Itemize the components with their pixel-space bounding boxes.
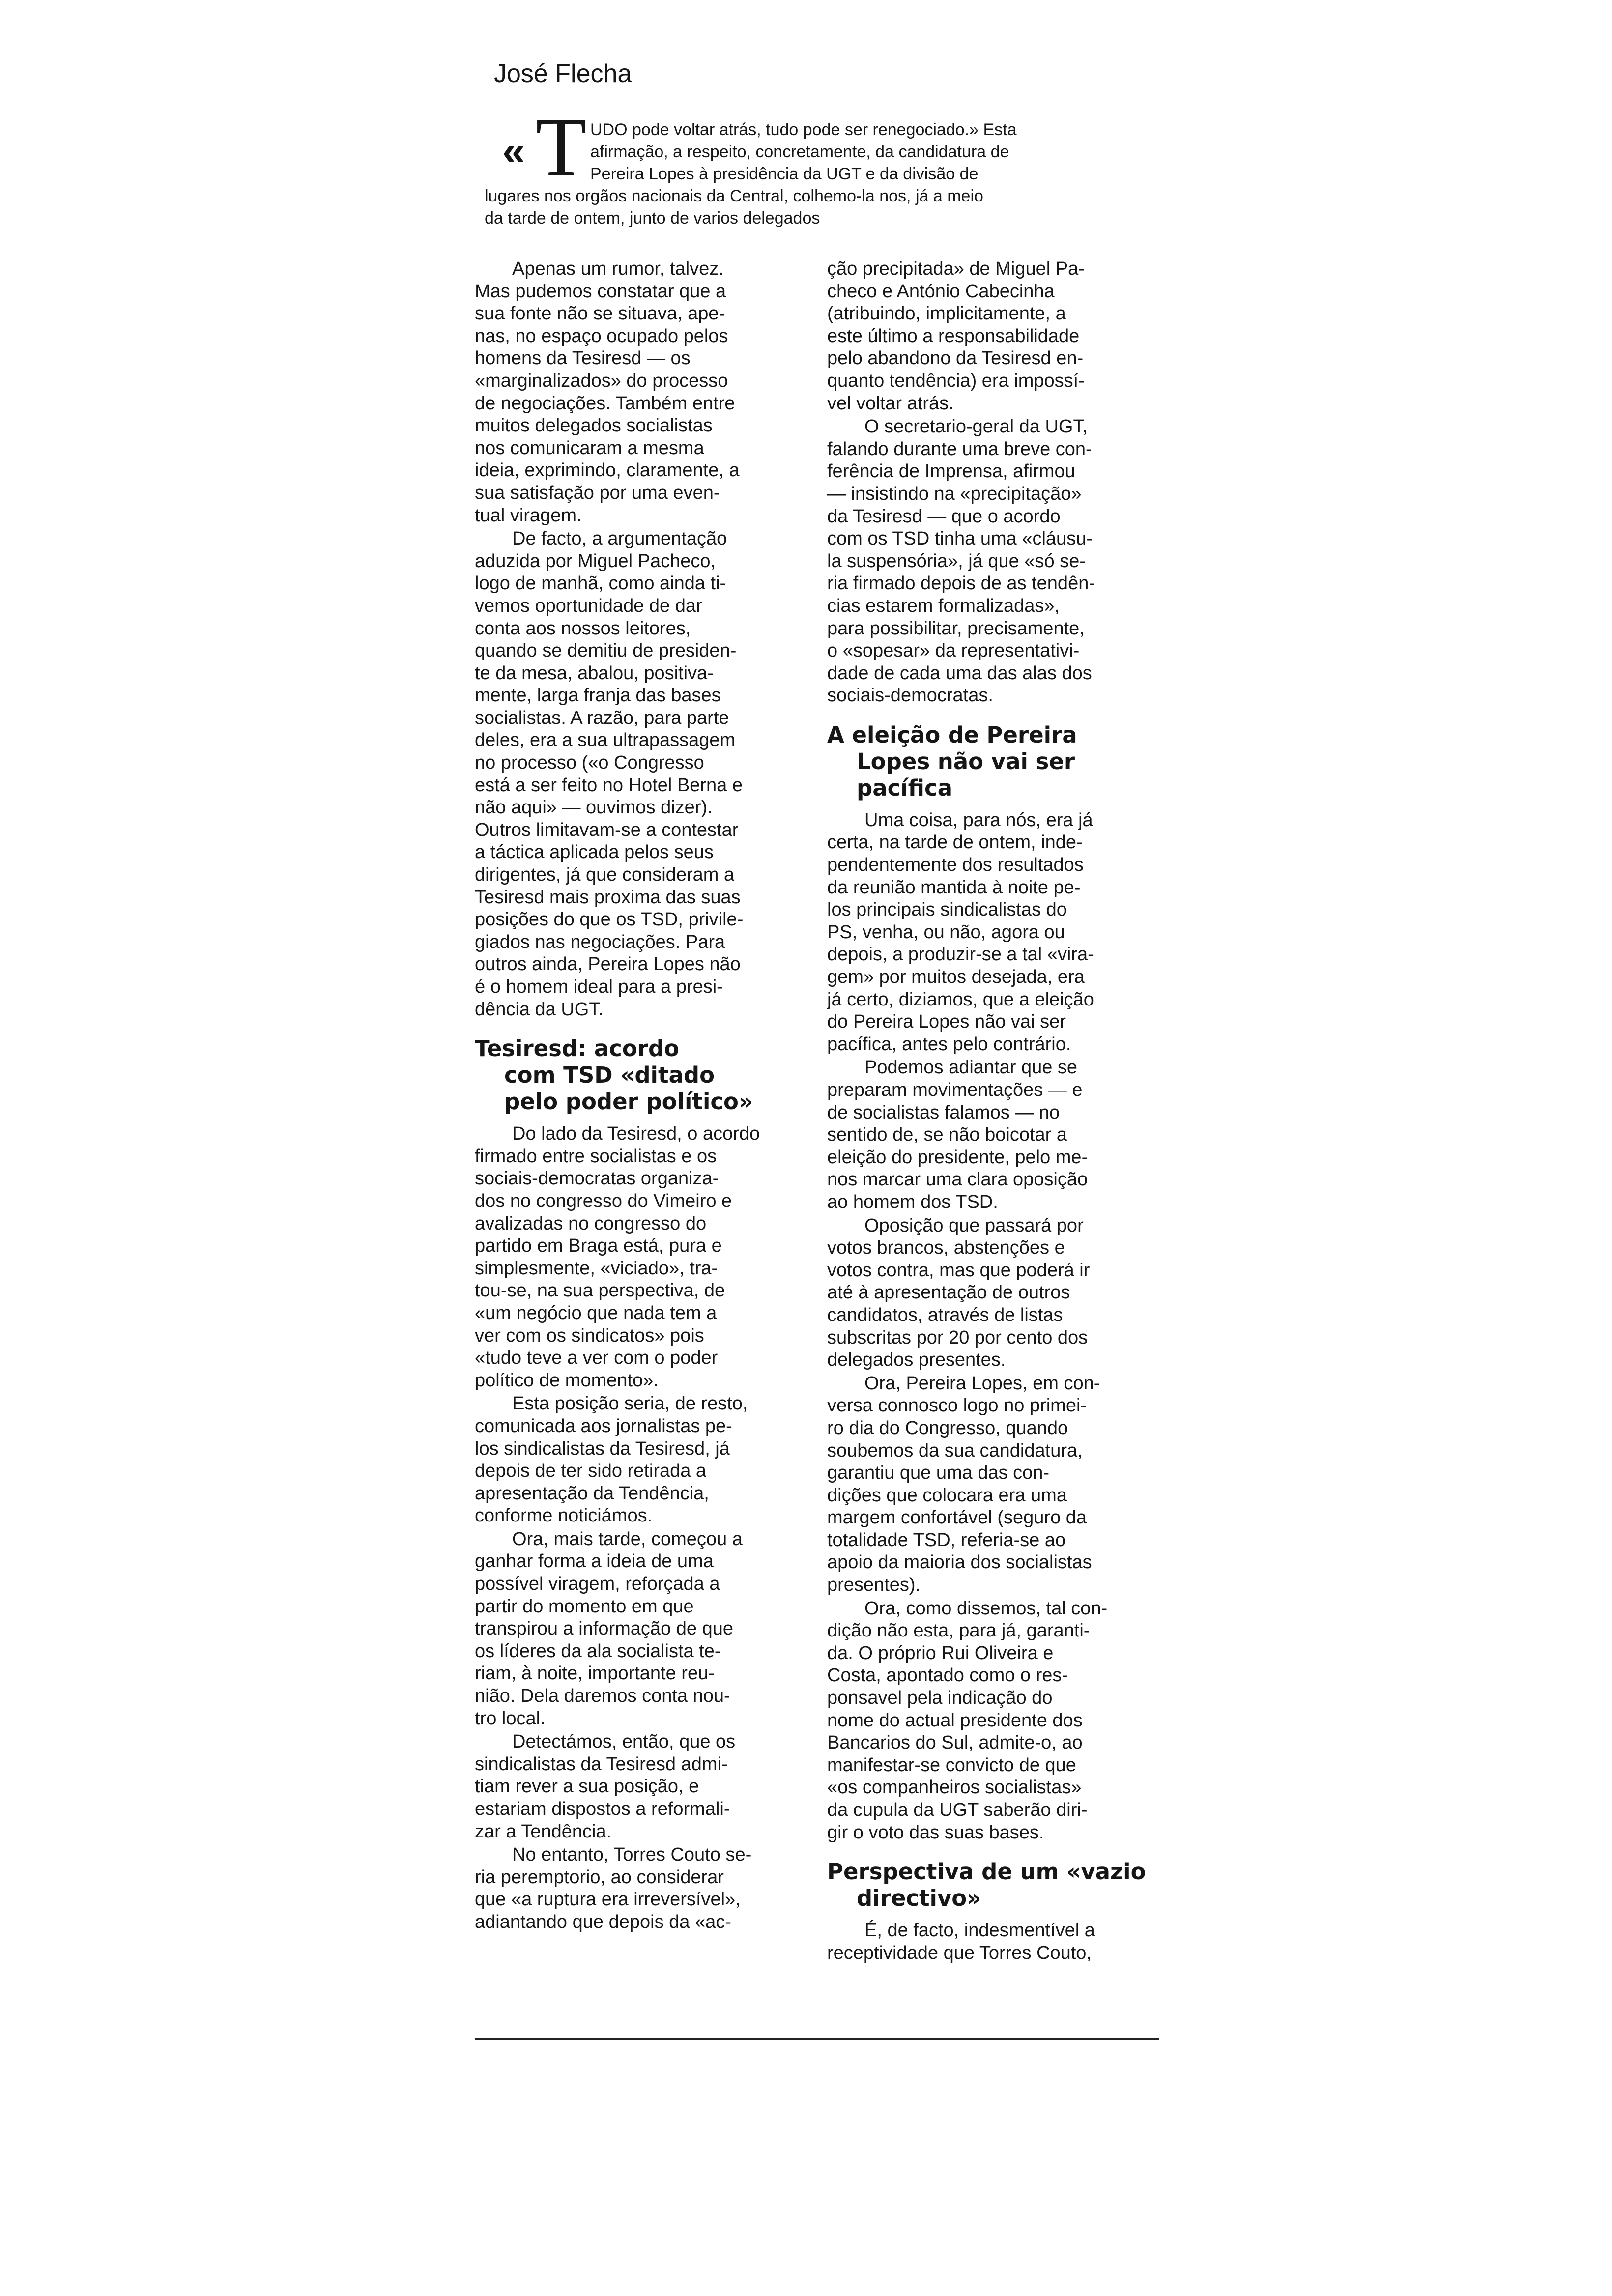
text-line: outros ainda, Pereira Lopes não (475, 954, 741, 975)
text-line: com os TSD tinha uma «cláusu- (827, 528, 1093, 549)
text-line: subscritas por 20 por cento dos (827, 1327, 1088, 1348)
text-line: é o homem ideal para a presi- (475, 976, 723, 997)
text-line: tou-se, na sua perspectiva, de (475, 1280, 725, 1301)
paragraph (827, 809, 1142, 1056)
text-line: sociais-democratas organiza- (475, 1168, 719, 1189)
text-line: dos no congresso do Vimeiro e (475, 1190, 732, 1211)
paragraph (475, 528, 789, 1021)
paragraph (475, 1731, 789, 1843)
text-line: soubemos da sua candidatura, (827, 1440, 1083, 1461)
text-line: sociais-democratas. (827, 685, 993, 706)
text-line: depois, a produzir-se a tal «vira- (827, 944, 1094, 965)
text-line: Ora, Pereira Lopes, em con- (864, 1373, 1100, 1394)
intro-paragraph (485, 119, 1136, 230)
text-line: margem confortável (seguro da (827, 1507, 1087, 1528)
heading-line: pelo poder político» (504, 1089, 753, 1115)
text-line: pendentemente dos resultados (827, 855, 1084, 876)
text-line: até à apresentação de outros (827, 1282, 1070, 1303)
text-line: delegados presentes. (827, 1349, 1006, 1371)
text-line: Podemos adiantar que se (864, 1057, 1078, 1078)
text-line: a táctica aplicada pelos seus (475, 842, 714, 863)
intro-line: UDO pode voltar atrás, tudo pode ser renegociado.» Esta (590, 120, 1017, 139)
text-line: riam, à noite, importante reu- (475, 1663, 715, 1684)
section-heading-vazio-directivo (827, 1859, 1146, 1912)
text-line: Mas pudemos constatar que a (475, 281, 726, 302)
paragraph (827, 1057, 1142, 1213)
text-line: pacífica, antes pelo contrário. (827, 1033, 1071, 1055)
text-line: pelo abandono da Tesiresd en- (827, 348, 1084, 369)
text-line: «os companheiros socialistas» (827, 1777, 1082, 1798)
text-line: garantiu que uma das con- (827, 1463, 1050, 1484)
text-line: cias estarem formalizadas», (827, 595, 1060, 616)
text-line: ferência de Imprensa, afirmou (827, 461, 1075, 482)
text-line: certa, na tarde de ontem, inde- (827, 832, 1083, 853)
text-line: partir do momento em que (475, 1596, 694, 1617)
text-line: adiantando que depois da «ac- (475, 1911, 731, 1932)
text-line: sindicalistas da Tesiresd admi- (475, 1753, 728, 1775)
text-line: (atribuindo, implicitamente, a (827, 303, 1066, 324)
text-line: da Tesiresd — que o acordo (827, 506, 1061, 527)
paragraph (827, 416, 1142, 707)
text-line: Outros limitavam-se a contestar (475, 819, 739, 840)
paragraph (827, 1215, 1142, 1372)
drop-cap: T (536, 101, 587, 193)
heading-line: directivo» (857, 1885, 981, 1912)
text-line: Do lado da Tesiresd, o acordo (512, 1123, 760, 1145)
text-line: No entanto, Torres Couto se- (512, 1844, 752, 1866)
text-line: versa connosco logo no primei- (827, 1395, 1087, 1416)
text-line: receptividade que Torres Couto, (827, 1942, 1092, 1963)
left-column (475, 258, 789, 1935)
text-line: tual viragem. (475, 505, 582, 526)
text-line: Costa, apontado como o res- (827, 1665, 1068, 1686)
text-line: O secretario-geral da UGT, (864, 416, 1088, 437)
text-line: ver com os sindicatos» pois (475, 1325, 704, 1346)
text-line: sentido de, se não boicotar a (827, 1124, 1067, 1146)
text-line: Uma coisa, para nós, era já (864, 809, 1093, 831)
text-line: dições que colocara era uma (827, 1485, 1067, 1506)
text-line: muitos delegados socialistas (475, 415, 713, 436)
text-line: preparam movimentações — e (827, 1080, 1083, 1100)
heading-line: com TSD «ditado (504, 1062, 715, 1089)
text-line: nas, no espaço ocupado pelos (475, 325, 728, 346)
text-line: socialistas. A razão, para parte (475, 707, 729, 728)
text-line: sua satisfação por uma even- (475, 482, 720, 503)
heading-line: Lopes não vai ser (857, 748, 1075, 775)
text-line: este último a responsabilidade (827, 325, 1080, 346)
text-line: firmado entre socialistas e os (475, 1146, 717, 1167)
text-line: dirigentes, já que consideram a (475, 864, 735, 886)
text-line: eleição do presidente, pelo me- (827, 1147, 1088, 1168)
text-line: los sindicalistas da Tesiresd, já (475, 1438, 730, 1459)
text-line: sua fonte não se situava, ape- (475, 303, 725, 324)
text-line: de negociações. Também entre (475, 393, 735, 414)
text-line: dade de cada uma das alas dos (827, 662, 1092, 684)
text-line: manifestar-se convicto de que (827, 1754, 1076, 1776)
text-line: Ora, mais tarde, começou a (512, 1528, 743, 1550)
text-line: te da mesa, abalou, positiva- (475, 662, 714, 684)
paragraph (475, 1123, 789, 1392)
paragraph (827, 1598, 1142, 1844)
intro-line: Pereira Lopes à presidência da UGT e da divisão de (590, 165, 979, 183)
text-line: gir o voto das suas bases. (827, 1822, 1044, 1843)
text-line: la suspensória», já que «só se- (827, 550, 1086, 572)
text-line: tro local. (475, 1708, 546, 1729)
text-line: ideia, exprimindo, claramente, a (475, 460, 740, 481)
text-line: ria firmado depois de as tendên- (827, 573, 1095, 594)
text-line: ção precipitada» de Miguel Pa- (827, 258, 1085, 279)
text-line: ao homem dos TSD. (827, 1191, 998, 1212)
paragraph (827, 1920, 1142, 1964)
heading-line: Tesiresd: acordo (475, 1035, 680, 1062)
text-line: Apenas um rumor, talvez. (512, 258, 724, 279)
text-line: apresentação da Tendência, (475, 1483, 709, 1504)
text-line: político de momento». (475, 1370, 659, 1391)
text-line: simplesmente, «viciado», tra- (475, 1258, 718, 1279)
section-heading-tesiresd (475, 1035, 789, 1115)
text-line: comunicada aos jornalistas pe- (475, 1415, 732, 1436)
text-line: totalidade TSD, referia-se ao (827, 1529, 1066, 1550)
text-line: dência da UGT. (475, 999, 604, 1020)
text-line: — insistindo na «precipitação» (827, 483, 1082, 504)
text-line: da cupula da UGT saberão diri- (827, 1800, 1088, 1820)
text-line: De facto, a argumentação (512, 528, 727, 549)
paragraph (475, 1844, 789, 1933)
text-line: presentes). (827, 1575, 921, 1596)
text-line: tiam rever a sua posição, e (475, 1776, 699, 1797)
paragraph (475, 1528, 789, 1730)
text-line: Esta posição seria, de resto, (512, 1393, 748, 1414)
text-line: checo e António Cabecinha (827, 281, 1055, 302)
text-line: «marginalizados» do processo (475, 370, 728, 391)
text-line: do Pereira Lopes não vai ser (827, 1011, 1066, 1033)
text-line: ro dia do Congresso, quando (827, 1417, 1068, 1438)
text-line: partido em Braga está, pura e (475, 1235, 722, 1257)
heading-line: Perspectiva de um «vazio (827, 1859, 1146, 1885)
text-line: de socialistas falamos — no (827, 1102, 1060, 1123)
opening-quote-mark: « (502, 128, 525, 174)
text-line: falando durante uma breve con- (827, 438, 1092, 459)
text-line: para possibilitar, precisamente, (827, 618, 1085, 639)
text-line: ria peremptorio, ao considerar (475, 1866, 724, 1888)
text-line: nome do actual presidente dos (827, 1710, 1083, 1731)
bottom-rule (475, 2038, 1159, 2040)
text-line: «tudo teve a ver com o poder (475, 1348, 718, 1369)
text-line: mente, larga franja das bases (475, 685, 721, 706)
text-line: os líderes da ala socialista te- (475, 1640, 721, 1662)
text-line: «um negócio que nada tem a (475, 1302, 717, 1323)
text-line: PS, venha, ou não, agora ou (827, 921, 1065, 943)
paragraph (475, 258, 789, 527)
text-line: zar a Tendência. (475, 1821, 612, 1842)
text-line: Oposição que passará por (864, 1215, 1084, 1236)
text-line: posições do que os TSD, privile- (475, 909, 744, 930)
text-line: ganhar forma a ideia de uma (475, 1551, 714, 1572)
paragraph (827, 258, 1142, 415)
text-line: apoio da maioria dos socialistas (827, 1552, 1092, 1573)
paragraph (475, 1393, 789, 1527)
text-line: logo de manhã, como ainda ti- (475, 573, 726, 594)
text-line: já certo, diziamos, que a eleição (827, 989, 1094, 1010)
text-line: candidatos, através de listas (827, 1304, 1063, 1325)
text-line: não aqui» — ouvimos dizer). (475, 797, 713, 818)
text-line: dição não esta, para já, garanti- (827, 1620, 1090, 1641)
text-line: Detectámos, então, que os (512, 1731, 736, 1752)
intro-line: da tarde de ontem, junto de varios delegados (485, 209, 820, 228)
heading-line: pacífica (857, 775, 953, 801)
text-line: transpirou a informação de que (475, 1618, 733, 1639)
text-line: Bancarios do Sul, admite-o, ao (827, 1732, 1083, 1753)
text-line: possível viragem, reforçada a (475, 1574, 720, 1595)
text-line: ponsavel pela indicação do (827, 1688, 1053, 1709)
right-column (827, 258, 1146, 1965)
text-line: da reunião mantida à noite pe- (827, 877, 1081, 898)
intro-line: lugares nos orgãos nacionais da Central, colhemo-la nos, já a meio (485, 187, 983, 205)
text-line: depois de ter sido retirada a (475, 1461, 707, 1482)
text-line: Ora, como dissemos, tal con- (864, 1598, 1108, 1619)
text-line: o «sopesar» da representativi- (827, 640, 1080, 661)
text-line: gem» por muitos desejada, era (827, 967, 1085, 988)
text-line: nos marcar uma clara oposição (827, 1169, 1088, 1190)
text-line: que «a ruptura era irreversível», (475, 1889, 741, 1910)
paragraph (827, 1373, 1142, 1597)
text-line: avalizadas no congresso do (475, 1213, 707, 1234)
text-line: Tesiresd mais proxima das suas (475, 887, 741, 908)
text-line: quanto tendência) era impossí- (827, 370, 1085, 391)
text-line: vemos oportunidade de dar (475, 595, 702, 616)
text-line: conforme noticiámos. (475, 1505, 653, 1526)
text-line: aduzida por Miguel Pacheco, (475, 550, 716, 572)
text-line: no processo («o Congresso (475, 752, 704, 774)
heading-line: A eleição de Pereira (827, 721, 1077, 748)
text-line: conta aos nossos leitores, (475, 618, 691, 639)
text-line: los principais sindicalistas do (827, 899, 1067, 920)
text-line: nos comunicaram a mesma (475, 437, 704, 459)
text-line: votos contra, mas que poderá ir (827, 1260, 1090, 1281)
text-line: está a ser feito no Hotel Berna e (475, 775, 743, 796)
intro-line: afirmação, a respeito, concretamente, da candidatura de (590, 143, 1009, 161)
text-line: giados nas negociações. Para (475, 931, 725, 952)
section-heading-eleicao (827, 722, 1142, 802)
text-line: da. O próprio Rui Oliveira e (827, 1642, 1054, 1664)
text-line: votos brancos, abstenções e (827, 1237, 1065, 1259)
author-byline: José Flecha (494, 59, 632, 88)
text-line: homens da Tesiresd — os (475, 348, 691, 369)
text-line: vel voltar atrás. (827, 393, 954, 414)
text-line: nião. Dela daremos conta nou- (475, 1686, 730, 1707)
text-line: estariam dispostos a reformali- (475, 1799, 730, 1819)
text-line: quando se demitiu de presiden- (475, 640, 737, 661)
text-line: É, de facto, indesmentível a (864, 1920, 1095, 1941)
text-line: deles, era a sua ultrapassagem (475, 730, 736, 751)
